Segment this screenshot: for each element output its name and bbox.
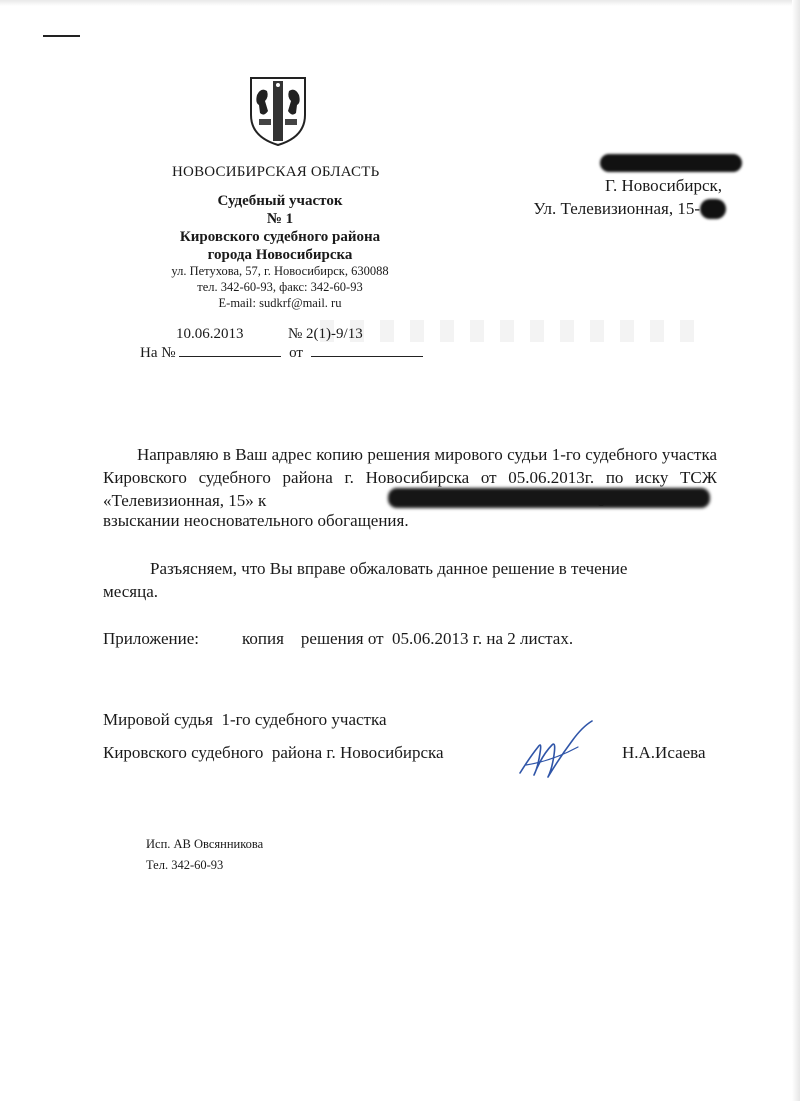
court-name-line-2: № 1 [266, 211, 294, 227]
court-name-line-1: Судебный участок [217, 193, 343, 209]
reference-from: от [289, 345, 303, 361]
scan-mark [43, 35, 80, 37]
recipient-street: Ул. Телевизионная, 15- [533, 199, 700, 218]
court-name-line-4: города Новосибирска [207, 247, 353, 263]
scan-edge-top [0, 0, 800, 6]
court-name-line-3: Кировского судебного района [179, 229, 381, 245]
scan-edge-right [792, 0, 800, 1101]
recipient-city: Г. Новосибирск, [605, 176, 722, 195]
executor-phone: Тел. 342-60-93 [146, 858, 224, 872]
signer-title-line-1: Мировой судья 1-го судебного участка [103, 710, 387, 729]
bleed-through-mark [320, 320, 710, 342]
redacted-recipient-name [600, 154, 742, 172]
reference-prefix: На № [140, 345, 176, 361]
reference-line [140, 342, 423, 362]
court-email: E-mail: sudkrf@mail. ru [218, 296, 342, 310]
reference-date-field [311, 342, 423, 357]
signer-title-line-2: Кировского судебного района г. Новосибирска [103, 743, 444, 762]
court-phone-fax: тел. 342-60-93, факс: 342-60-93 [197, 280, 363, 294]
signer-name: Н.А.Исаева [622, 743, 706, 762]
body-paragraph-1-text: Направляю в Ваш адрес копию решения мирового судьи 1-го судебного участка Кировского судебного района г. Новосибирска от 05.06.2013г. по иску ТСЖ «Телевизионная, 15» к [103, 445, 717, 510]
attachment-label: Приложение: [103, 629, 199, 648]
body-paragraph-2-line-1: Разъясняем, что Вы вправе обжаловать данное решение в течение [150, 559, 628, 578]
body-paragraph-2-line-2: месяца. [103, 582, 158, 601]
handwritten-signature [512, 717, 602, 787]
attachment-text: копия решения от 05.06.2013 г. на 2 листах. [242, 629, 574, 648]
region-heading: НОВОСИБИРСКАЯ ОБЛАСТЬ [172, 164, 380, 180]
redacted-defendant-name [388, 488, 710, 508]
body-paragraph-1-end: взыскании неосновательного обогащения. [103, 511, 409, 530]
letter-date: 10.06.2013 [176, 326, 244, 342]
redacted-apartment [700, 199, 726, 219]
court-address: ул. Петухова, 57, г. Новосибирск, 630088 [171, 264, 389, 278]
reference-number-field [179, 342, 281, 357]
outgoing-number: № 2(1)-9/13 [288, 326, 363, 342]
executor-name: Исп. АВ Овсянникова [146, 837, 264, 851]
coat-of-arms-emblem [247, 75, 309, 147]
